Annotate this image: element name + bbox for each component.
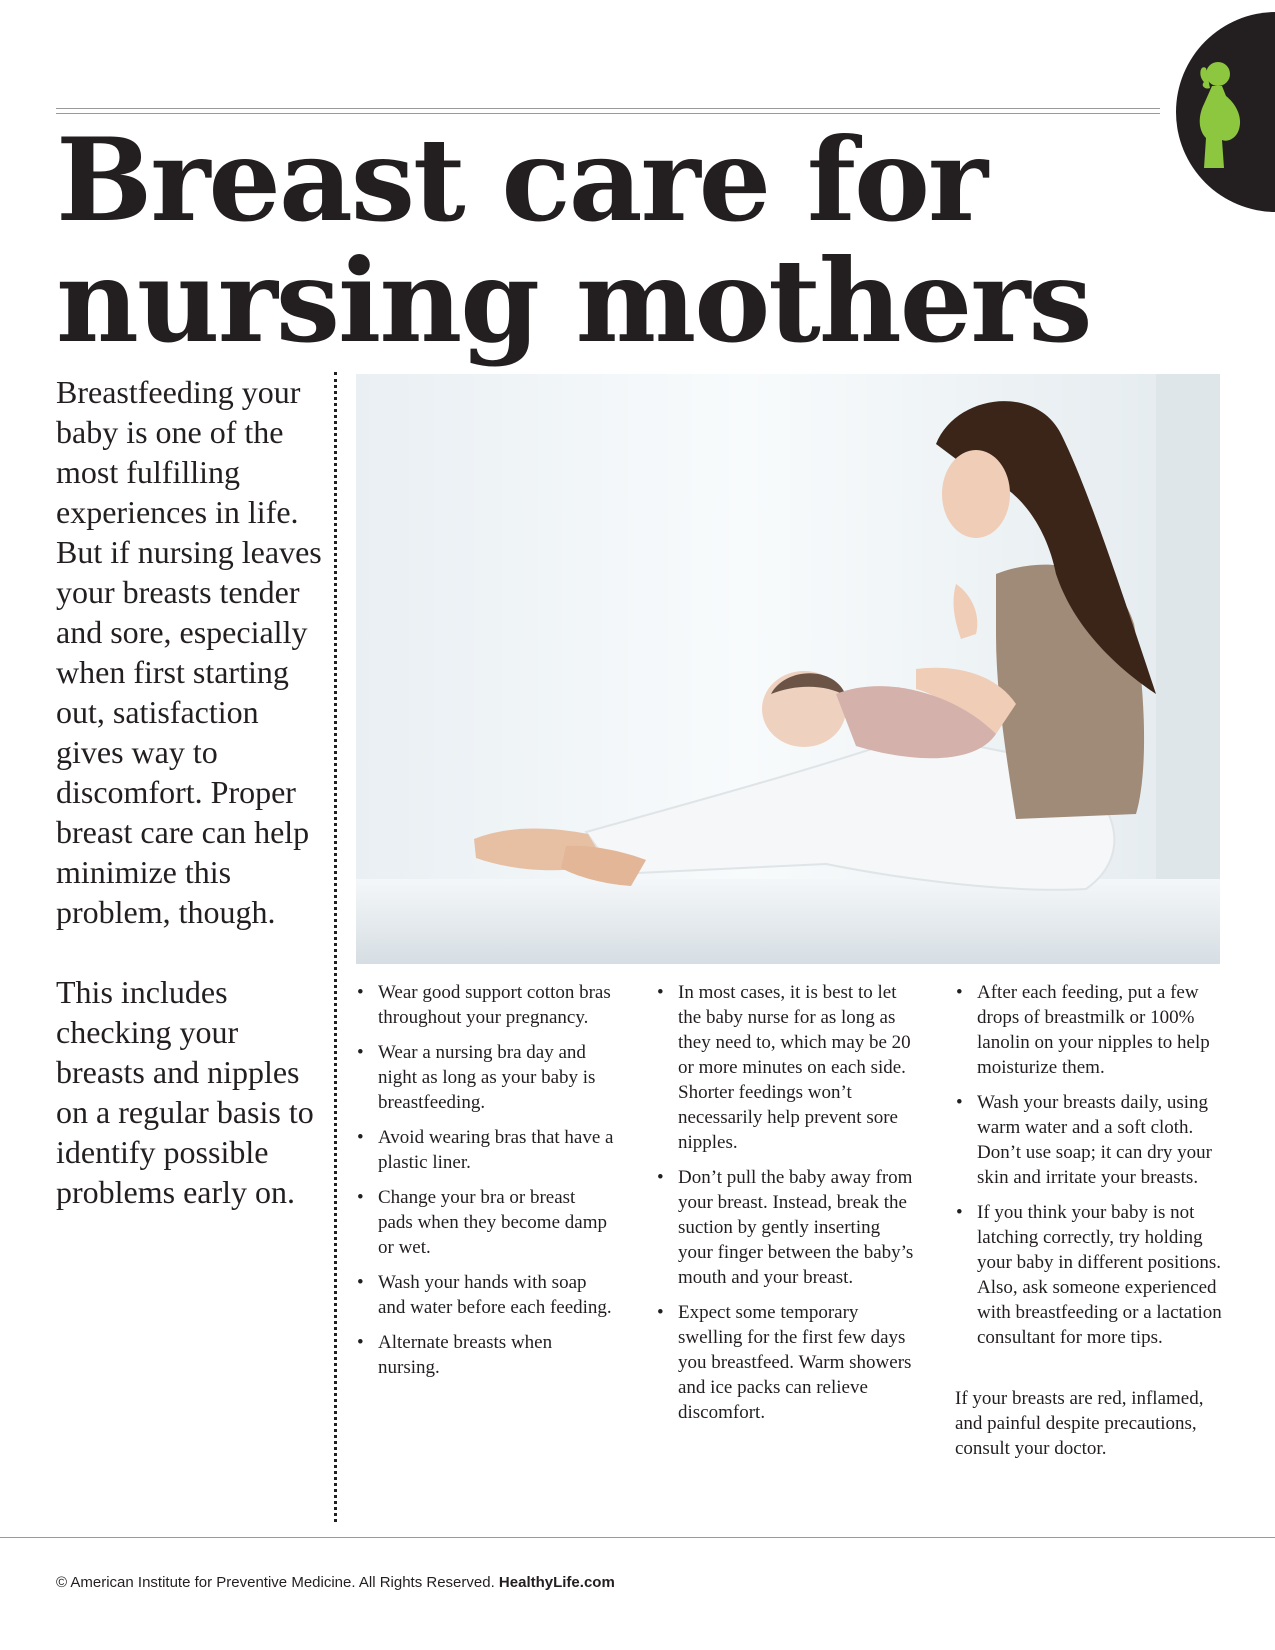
list-item: • Don’t pull the baby away from your breast. Instead, break the suction by gently inserting your finger between the baby’s mouth and your breast. xyxy=(656,1165,918,1290)
corner-badge xyxy=(1176,12,1275,212)
intro-paragraph: This includes checking your breasts and nipples on a regular basis to identify possible problems early on. xyxy=(56,974,314,1210)
list-item: • In most cases, it is best to let the baby nurse for as long as they need to, which may be 20 or more minutes on each side. Shorter feedings won’t necessarily help prevent sore nipples. xyxy=(656,980,918,1155)
intro-text xyxy=(56,372,331,1212)
tips-column-1 xyxy=(356,980,614,1390)
list-item: • If you think your baby is not latching correctly, try holding your baby in different positions. Also, ask someone experienced with breastfeeding or a lactation consultant for more tips. xyxy=(955,1200,1227,1350)
list-item: • Wash your breasts daily, using warm water and a soft cloth. Don’t use soap; it can dry your skin and irritate your breasts. xyxy=(955,1090,1227,1190)
column-divider xyxy=(334,372,337,1522)
list-item: • After each feeding, put a few drops of breastmilk or 100% lanolin on your nipples to help moisturize them. xyxy=(955,980,1227,1080)
list-item: • Expect some temporary swelling for the first few days you breastfeed. Warm showers and ice packs can relieve discomfort. xyxy=(656,1300,918,1425)
mother-nursing-baby-photo xyxy=(356,374,1220,964)
tips-list xyxy=(955,980,1227,1350)
copyright-text: © American Institute for Preventive Medicine. All Rights Reserved. xyxy=(56,1574,495,1591)
tips-column-2 xyxy=(656,980,918,1435)
tips-list xyxy=(356,980,614,1380)
list-item: • Wear good support cotton bras throughout your pregnancy. xyxy=(356,980,614,1030)
intro-paragraph: Breastfeeding your baby is one of the most fulfilling experiences in life. But if nursing leaves your breasts tender and sore, especially when first starting out, satisfaction gives way to discomfort. Proper breast care can help minimize this problem, though. xyxy=(56,374,322,930)
list-item: • Change your bra or breast pads when they become damp or wet. xyxy=(356,1185,614,1260)
list-item: • Alternate breasts when nursing. xyxy=(356,1330,614,1380)
footer-rule xyxy=(0,1537,1275,1538)
list-item: • Wash your hands with soap and water before each feeding. xyxy=(356,1270,614,1320)
site-link[interactable]: HealthyLife.com xyxy=(498,1574,615,1591)
pregnant-woman-silhouette-icon xyxy=(1192,60,1248,170)
page-title: Breast care for nursing mothers xyxy=(56,113,1091,368)
tips-column-3 xyxy=(955,980,1227,1461)
list-item: • Avoid wearing bras that have a plastic liner. xyxy=(356,1125,614,1175)
footer xyxy=(56,1574,615,1591)
list-item: • Wear a nursing bra day and night as long as your baby is breastfeeding. xyxy=(356,1040,614,1115)
closing-note: If your breasts are red, inflamed, and painful despite precautions, consult your doctor. xyxy=(955,1388,1204,1459)
tips-list xyxy=(656,980,918,1425)
